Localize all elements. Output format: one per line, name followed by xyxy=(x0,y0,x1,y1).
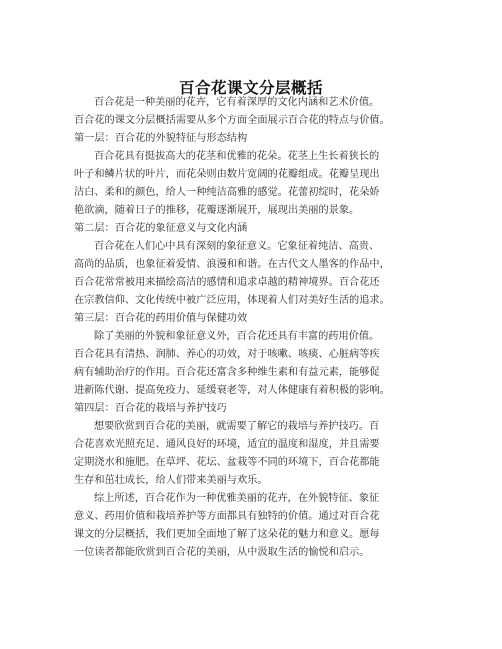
body-line: 洁白、柔和的颜色，给人一种纯洁高雅的感觉。花蕾初绽时，花朵娇 xyxy=(74,187,380,198)
body-line: 百合花具有挺拔高大的花茎和优雅的花朵。花茎上生长着狭长的 xyxy=(94,151,380,162)
section-heading: 第一层：百合花的外貌特征与形态结构 xyxy=(74,133,248,144)
body-line: 进新陈代谢、提高免疫力、延缓衰老等，对人体健康有着积极的影响。 xyxy=(74,385,390,396)
body-line: 合花喜欢光照充足、通风良好的环境，适宜的温度和湿度，并且需要 xyxy=(74,439,380,450)
body-line: 叶子和鳞片状的叶片，而花朵则由数片宽阔的花瓣组成。花瓣呈现出 xyxy=(74,169,380,180)
body-line: 想要欣赏到百合花的美丽，就需要了解它的栽培与养护技巧。百 xyxy=(94,421,380,432)
body-line: 一位读者都能欣赏到百合花的美丽，从中汲取生活的愉悦和启示。 xyxy=(74,547,370,558)
body-line: 定期浇水和施肥。在草坪、花坛、盆栽等不同的环境下，百合花都能 xyxy=(74,457,380,468)
body-line: 百合花的课文分层概括需要从多个方面全面展示百合花的特点与价值。 xyxy=(74,115,390,126)
body-line: 百合花具有清热、润肺、养心的功效，对于咳嗽、咳痰、心脏病等疾 xyxy=(74,349,380,360)
body-line: 课文的分层概括，我们更加全面地了解了这朵花的魅力和意义。愿每 xyxy=(74,529,380,540)
body-line: 百合花在人们心中具有深刻的象征意义。它象征着纯洁、高贵、 xyxy=(94,241,380,252)
body-line: 除了美丽的外貌和象征意义外，百合花还具有丰富的药用价值。 xyxy=(94,331,380,342)
body-line: 百合花是一种美丽的花卉，它有着深厚的文化内涵和艺术价值。 xyxy=(94,97,380,108)
body-line: 百合花常常被用来描绘高洁的感情和追求卓越的精神境界。百合花还 xyxy=(74,277,380,288)
section-heading: 第四层：百合花的栽培与养护技巧 xyxy=(74,403,227,414)
body-line: 艳欲滴，随着日子的推移，花瓣逐渐展开，展现出美丽的景象。 xyxy=(74,205,360,216)
body-line: 生存和茁壮成长，给人们带来美丽与欢乐。 xyxy=(74,475,268,486)
body-line: 意义、药用价值和栽培养护等方面都具有独特的价值。通过对百合花 xyxy=(74,511,380,522)
body-line: 在宗教信仰、文化传统中被广泛应用，体现着人们对美好生活的追求。 xyxy=(74,295,390,306)
body-line: 病有辅助治疗的作用。百合花还富含多种维生素和有益元素，能够促 xyxy=(74,367,380,378)
page-title: 百合花课文分层概括 xyxy=(178,79,323,97)
body-line: 综上所述，百合花作为一种优雅美丽的花卉，在外貌特征、象征 xyxy=(94,493,380,504)
section-heading: 第三层：百合花的药用价值与保健功效 xyxy=(74,313,248,324)
section-heading: 第二层：百合花的象征意义与文化内涵 xyxy=(74,223,248,234)
body-line: 高尚的品质，也象征着爱情、浪漫和和谐。在古代文人墨客的作品中， xyxy=(74,259,390,270)
